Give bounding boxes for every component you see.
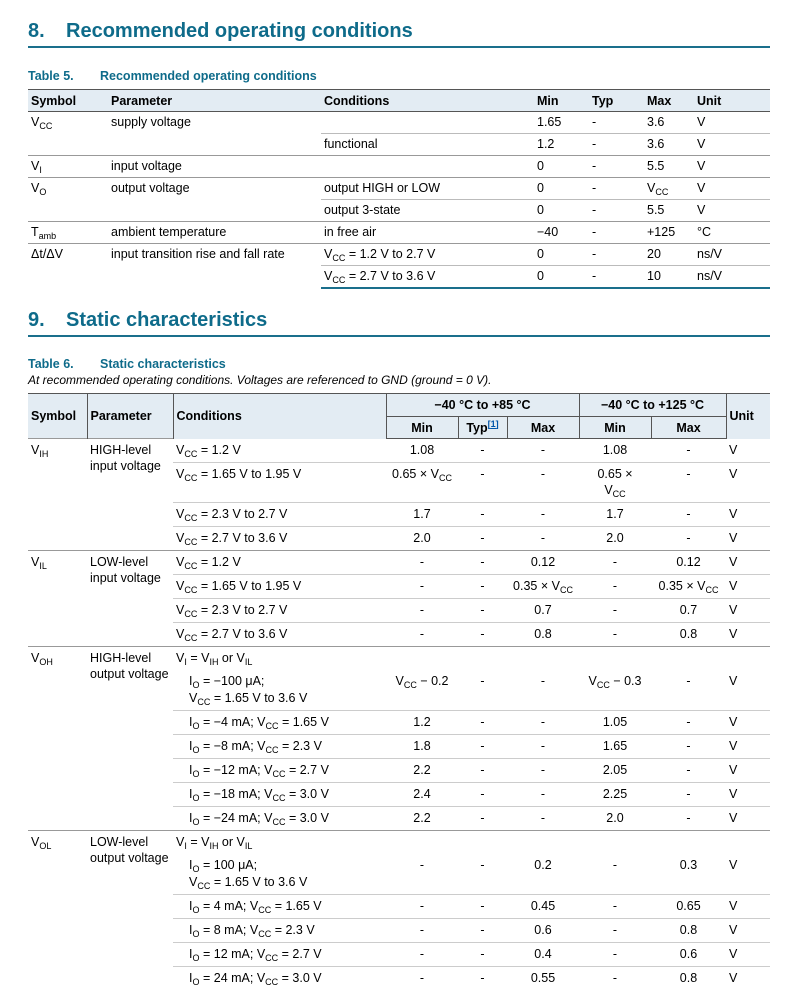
unit-cell: V	[726, 758, 770, 782]
max-cell: 0.6	[507, 918, 579, 942]
max-cell: -	[540, 443, 546, 457]
unit-cell: V	[726, 622, 770, 646]
typ-cell: -	[458, 806, 507, 830]
max-cell: -	[507, 710, 579, 734]
unit-cell: V	[694, 156, 770, 178]
unit-cell: V	[726, 574, 770, 598]
max-cell: -	[651, 710, 726, 734]
header-range-85: −40 °C to +85 °C	[386, 394, 579, 417]
min-cell: 0	[534, 244, 589, 266]
min-cell: -	[579, 894, 651, 918]
table-label: Table 5.	[28, 69, 74, 83]
max-cell: -	[507, 782, 579, 806]
max-cell: -	[507, 734, 579, 758]
min-cell: 2.25	[579, 782, 651, 806]
typ-cell: -	[458, 622, 507, 646]
min-cell: -	[386, 550, 458, 574]
max-cell: 5.5	[644, 200, 694, 222]
max-cell: -	[651, 758, 726, 782]
typ-cell: -	[589, 266, 644, 288]
min-cell: -	[386, 918, 458, 942]
conditions-cell: $V_{CC} = 2.7$ V to 3.6 V	[173, 526, 386, 550]
min-cell: 1.08	[409, 443, 435, 457]
conditions-cell	[321, 156, 534, 178]
max-cell: 0.7	[651, 598, 726, 622]
max-cell: 0.55	[507, 966, 579, 990]
parameter-cell: LOW-level output voltage	[87, 830, 173, 990]
section-title: Recommended operating conditions	[66, 20, 413, 42]
min-cell: -	[386, 622, 458, 646]
typ-cell: -	[458, 710, 507, 734]
min-cell: -	[579, 942, 651, 966]
footnote-link[interactable]: [1]	[487, 418, 499, 429]
max-cell: 0.45	[507, 894, 579, 918]
max-cell: 0.12	[651, 550, 726, 574]
conditions-cell: $I_O = 12$ mA; $V_{CC} = 2.7$ V	[173, 942, 386, 966]
conditions-cell: functional	[321, 134, 534, 156]
max-cell: 0.4	[507, 942, 579, 966]
table-row	[28, 156, 770, 178]
min-cell: 2.0	[386, 526, 458, 550]
table-title: Static characteristics	[100, 357, 226, 371]
max-cell: 3.6	[647, 115, 665, 129]
conditions-cell: $I_O = -8$ mA; $V_{CC} = 2.3$ V	[173, 734, 386, 758]
parameter-cell: LOW-level input voltage	[87, 550, 173, 646]
unit-cell: V	[694, 200, 770, 222]
max-cell: 0.8	[651, 966, 726, 990]
header-min: Min	[534, 90, 589, 112]
header-symbol: Symbol	[28, 394, 87, 439]
min-cell: $V_{CC} - 0.3$	[588, 673, 642, 690]
unit-cell: V	[726, 894, 770, 918]
max-cell: 20	[644, 244, 694, 266]
unit-cell: V	[694, 178, 770, 200]
conditions-cell: $V_{CC} = 1.2$ V	[176, 442, 241, 459]
min-cell: 2.2	[386, 758, 458, 782]
symbol-cell: $T_{amb}$	[28, 222, 108, 244]
unit-cell: V	[729, 442, 738, 457]
min-cell: 1.7	[579, 502, 651, 526]
section-number: 9.	[28, 309, 45, 331]
min-cell: 2.0	[579, 526, 651, 550]
min-cell: -	[579, 966, 651, 990]
header-max: Max	[507, 417, 579, 439]
conditions-cell: $I_O = 100$ μA; $V_{CC} = 1.65$ V to 3.6 V	[189, 857, 308, 891]
max-cell: 0.7	[507, 598, 579, 622]
typ-cell: -	[589, 222, 644, 244]
min-cell: -	[579, 550, 651, 574]
min-cell: 2.4	[386, 782, 458, 806]
unit-cell: V	[726, 806, 770, 830]
table-row	[28, 178, 770, 200]
typ-cell: -	[458, 942, 507, 966]
header-max: Max	[651, 417, 726, 439]
min-cell: -	[386, 942, 458, 966]
min-cell: -	[579, 598, 651, 622]
typ-cell: -	[458, 734, 507, 758]
typ-cell: -	[592, 115, 597, 129]
conditions-cell: $V_{CC} = 1.65$ V to 1.95 V	[173, 462, 386, 502]
min-cell: 0	[534, 200, 589, 222]
conditions-cell: $I_O = 24$ mA; $V_{CC} = 3.0$ V	[173, 966, 386, 990]
table-label: Table 6.	[28, 357, 74, 371]
min-cell: 1.65	[579, 734, 651, 758]
unit-cell: ns/V	[694, 266, 770, 288]
symbol-cell: $V_{IL}$	[28, 550, 87, 646]
conditions-cell: output 3-state	[321, 200, 534, 222]
conditions-cell: $I_O = 8$ mA; $V_{CC} = 2.3$ V	[173, 918, 386, 942]
unit-cell: V	[726, 966, 770, 990]
header-min: Min	[386, 417, 458, 439]
min-cell: -	[419, 857, 425, 872]
min-cell: 1.05	[579, 710, 651, 734]
table-row	[28, 550, 770, 574]
min-cell: 2.0	[579, 806, 651, 830]
header-max: Max	[644, 90, 694, 112]
max-cell: 0.8	[507, 622, 579, 646]
header-typ: Typ	[589, 90, 644, 112]
conditions-cell: $V_I = V_{IH}$ or $V_{IL}$	[173, 646, 770, 670]
min-cell: 1.65	[537, 115, 562, 129]
typ-cell: -	[458, 918, 507, 942]
table-5-caption	[28, 69, 317, 83]
typ-cell: -	[458, 550, 507, 574]
unit-cell: V	[726, 734, 770, 758]
typ-cell: -	[589, 156, 644, 178]
section-8-heading	[28, 20, 770, 48]
min-cell: -	[386, 966, 458, 990]
conditions-cell: $I_O = -18$ mA; $V_{CC} = 3.0$ V	[173, 782, 386, 806]
unit-cell: V	[726, 462, 770, 502]
min-cell: 2.05	[579, 758, 651, 782]
table-row	[28, 222, 770, 244]
min-cell: -	[386, 894, 458, 918]
max-cell: 3.6	[644, 134, 694, 156]
typ-cell: -	[458, 462, 507, 502]
header-unit: Unit	[694, 90, 770, 112]
unit-cell: V	[726, 782, 770, 806]
typ-cell: -	[458, 598, 507, 622]
unit-cell: V	[694, 134, 770, 156]
max-cell: -	[651, 526, 726, 550]
table-title: Recommended operating conditions	[100, 69, 317, 83]
unit-cell: V	[729, 857, 738, 872]
min-cell: 0	[534, 178, 589, 200]
max-cell: -	[651, 806, 726, 830]
table-row	[28, 244, 770, 266]
parameter-cell: HIGH-level input voltage	[87, 439, 173, 551]
min-cell: 1.2	[386, 710, 458, 734]
header-typ: Typ[1]	[458, 417, 507, 439]
parameter-cell: input transition rise and fall rate	[108, 244, 321, 288]
min-cell: −40	[534, 222, 589, 244]
typ-cell: -	[458, 502, 507, 526]
max-cell: +125	[644, 222, 694, 244]
parameter-cell: input voltage	[108, 156, 321, 178]
min-cell: 0	[534, 156, 589, 178]
max-cell: 0.8	[651, 622, 726, 646]
typ-cell: -	[480, 857, 485, 872]
conditions-cell: in free air	[321, 222, 534, 244]
min-cell: 0.65 × $V_{CC}$	[579, 462, 651, 502]
min-cell: 0	[534, 266, 589, 288]
conditions-cell: $V_{CC} = 2.3$ V to 2.7 V	[173, 502, 386, 526]
table-row	[28, 439, 770, 463]
unit-cell: V	[726, 918, 770, 942]
unit-cell: V	[726, 598, 770, 622]
symbol-cell: $V_I$	[28, 156, 108, 178]
section-title: Static characteristics	[66, 309, 268, 331]
min-cell: 1.8	[386, 734, 458, 758]
symbol-cell: $V_{OH}$	[28, 646, 87, 830]
typ-cell: -	[589, 200, 644, 222]
symbol-cell: $V_O$	[28, 178, 108, 222]
max-cell: -	[507, 806, 579, 830]
min-cell: -	[579, 622, 651, 646]
conditions-cell: $I_O = -4$ mA; $V_{CC} = 1.65$ V	[173, 710, 386, 734]
max-cell: -	[507, 758, 579, 782]
max-cell: -	[507, 526, 579, 550]
max-cell: $V_{CC}$	[644, 178, 694, 200]
min-cell: 2.2	[386, 806, 458, 830]
conditions-cell	[321, 112, 534, 134]
min-cell: $0.65 \times V_{CC}$	[386, 462, 458, 502]
unit-cell: ns/V	[694, 244, 770, 266]
typ-cell: -	[458, 782, 507, 806]
max-cell: -	[540, 673, 546, 688]
max-cell: -	[651, 462, 726, 502]
conditions-cell: $V_{CC} = 2.7$ V to 3.6 V	[173, 622, 386, 646]
table-header-row	[28, 90, 770, 112]
max-cell: $0.35 \times V_{CC}$	[507, 574, 579, 598]
header-min: Min	[579, 417, 651, 439]
min-cell: -	[386, 574, 458, 598]
symbol-cell: Δt/ΔV	[28, 244, 108, 288]
typ-cell: -	[458, 966, 507, 990]
typ-cell: -	[458, 894, 507, 918]
typ-cell: -	[458, 758, 507, 782]
table-row	[28, 646, 770, 670]
unit-cell: V	[726, 526, 770, 550]
typ-cell: -	[480, 673, 485, 688]
header-range-125: −40 °C to +125 °C	[579, 394, 726, 417]
table-6-caption	[28, 357, 226, 371]
parameter-cell: output voltage	[108, 178, 321, 222]
min-cell: 1.2	[534, 134, 589, 156]
max-cell: 0.6	[651, 942, 726, 966]
typ-cell: -	[458, 574, 507, 598]
max-cell: 0.2	[534, 857, 552, 872]
parameter-cell: HIGH-level output voltage	[87, 646, 173, 830]
max-cell: 0.8	[651, 918, 726, 942]
header-parameter: Parameter	[108, 90, 321, 112]
max-cell: $0.35 \times V_{CC}$	[651, 574, 726, 598]
conditions-cell: $I_O = -100$ μA; $V_{CC} = 1.65$ V to 3.6 V	[189, 673, 308, 707]
typ-cell: -	[480, 443, 485, 457]
header-conditions: Conditions	[321, 90, 534, 112]
unit-cell: V	[726, 502, 770, 526]
max-cell: -	[651, 502, 726, 526]
unit-cell: V	[726, 550, 770, 574]
typ-cell: -	[589, 244, 644, 266]
parameter-cell: supply voltage	[111, 115, 191, 129]
conditions-cell: $I_O = -12$ mA; $V_{CC} = 2.7$ V	[173, 758, 386, 782]
min-cell: -	[612, 857, 618, 872]
conditions-cell: $V_{CC} = 1.2$ V to 2.7 V	[321, 244, 534, 266]
typ-cell: -	[589, 178, 644, 200]
static-characteristics-table	[28, 393, 770, 990]
unit-cell: V	[726, 710, 770, 734]
max-cell: 10	[644, 266, 694, 288]
symbol-cell: $V_{OL}$	[28, 830, 87, 990]
max-cell: -	[686, 443, 691, 457]
typ-cell: -	[589, 134, 644, 156]
table-row	[28, 112, 770, 134]
conditions-cell: $V_{CC} = 2.3$ V to 2.7 V	[173, 598, 386, 622]
min-cell: 1.08	[602, 443, 628, 457]
max-cell: 0.3	[679, 857, 698, 872]
recommended-operating-conditions-table	[28, 89, 770, 289]
min-cell: 1.7	[386, 502, 458, 526]
max-cell: -	[686, 673, 691, 688]
header-conditions: Conditions	[173, 394, 386, 439]
table-header-row	[28, 394, 770, 417]
max-cell: 5.5	[644, 156, 694, 178]
table-6-note: At recommended operating conditions. Voltages are referenced to GND (ground = 0 V).	[28, 373, 492, 387]
section-9-heading	[28, 309, 770, 337]
header-parameter: Parameter	[87, 394, 173, 439]
conditions-cell: $V_{CC} = 2.7$ V to 3.6 V	[321, 266, 534, 288]
table-row	[28, 830, 770, 854]
header-symbol: Symbol	[28, 90, 108, 112]
max-cell: -	[651, 782, 726, 806]
max-cell: 0.65	[651, 894, 726, 918]
symbol-cell: $V_{IH}$	[28, 439, 87, 551]
conditions-cell: $I_O = 4$ mA; $V_{CC} = 1.65$ V	[173, 894, 386, 918]
parameter-cell: ambient temperature	[108, 222, 321, 244]
conditions-cell: $V_{CC} = 1.2$ V	[173, 550, 386, 574]
conditions-cell: $V_I = V_{IH}$ or $V_{IL}$	[173, 830, 770, 854]
min-cell: -	[386, 598, 458, 622]
unit-cell: °C	[694, 222, 770, 244]
conditions-cell: output HIGH or LOW	[321, 178, 534, 200]
conditions-cell: $I_O = -24$ mA; $V_{CC} = 3.0$ V	[173, 806, 386, 830]
unit-cell: V	[697, 115, 706, 129]
unit-cell: V	[726, 942, 770, 966]
max-cell: -	[507, 462, 579, 502]
max-cell: 0.12	[507, 550, 579, 574]
unit-cell: V	[729, 673, 738, 688]
max-cell: -	[651, 734, 726, 758]
min-cell: -	[579, 918, 651, 942]
symbol-cell: $V_{CC}$	[31, 115, 53, 131]
typ-cell: -	[458, 526, 507, 550]
max-cell: -	[507, 502, 579, 526]
min-cell: -	[579, 574, 651, 598]
conditions-cell: $V_{CC} = 1.65$ V to 1.95 V	[173, 574, 386, 598]
section-number: 8.	[28, 20, 45, 42]
min-cell: $V_{CC} - 0.2$	[395, 673, 449, 690]
header-unit: Unit	[726, 394, 770, 439]
